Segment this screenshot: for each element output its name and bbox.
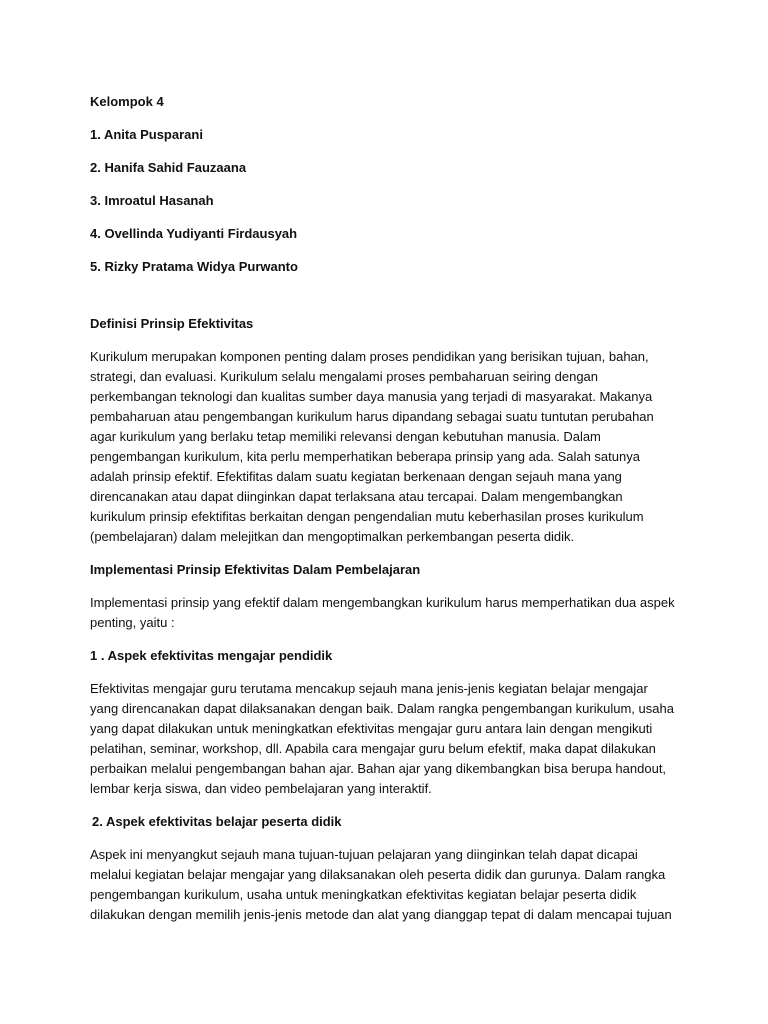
member-item: 1. Anita Pusparani: [90, 127, 203, 142]
definisi-heading: Definisi Prinsip Efektivitas: [90, 316, 254, 331]
aspek1-heading: 1 . Aspek efektivitas mengajar pendidik: [90, 648, 333, 663]
aspek2-heading: 2. Aspek efektivitas belajar peserta didik: [92, 814, 342, 829]
group-title: Kelompok 4: [90, 94, 164, 109]
aspek2-paragraph: Aspek ini menyangkut sejauh mana tujuan-tujuan pelajaran yang diinginkan telah dapat dicapai melalui kegiatan belajar mengajar yang dilaksanakan oleh peserta didik dan gurunya. Dalam rangka pengembangan kurikulum, usaha untuk meningkatkan efektivitas kegiatan belajar peserta didik dilakukan dengan memilih jenis-jenis metode dan alat yang dianggap tepat di dalam mencapai tujuan: [90, 847, 672, 922]
implementasi-paragraph: Implementasi prinsip yang efektif dalam mengembangkan kurikulum harus memperhatikan dua aspek penting, yaitu :: [90, 595, 675, 630]
document-body: [90, 92, 675, 938]
aspek1-paragraph: Efektivitas mengajar guru terutama mencakup sejauh mana jenis-jenis kegiatan belajar mengajar yang direncanakan dapat dilaksanakan dengan baik. Dalam rangka pengembangan kurikulum, usaha yang dapat dilakukan untuk meningkatkan efektivitas mengajar guru antara lain dengan mengikuti pelatihan, seminar, workshop, dll. Apabila cara mengajar guru belum efektif, maka dapat dilakukan perbaikan melalui pengembangan bahan ajar. Bahan ajar yang dikembangkan bisa berupa handout, lembar kerja siswa, dan video pembelajaran yang interaktif.: [90, 681, 674, 796]
implementasi-heading: Implementasi Prinsip Efektivitas Dalam Pembelajaran: [90, 562, 421, 577]
definisi-paragraph: Kurikulum merupakan komponen penting dalam proses pendidikan yang berisikan tujuan, bahan, strategi, dan evaluasi. Kurikulum selalu mengalami proses pembaharuan seiring dengan perkembangan teknologi dan kualitas sumber daya manusia yang terjadi di masyarakat. Makanya pembaharuan atau pengembangan kurikulum harus dipandang sebagai suatu tuntutan perubahan agar kurikulum yang berlaku tetap memiliki relevansi dengan kebutuhan manusia. Dalam pengembangan kurikulum, kita perlu memperhatikan beberapa prinsip yang ada. Salah satunya adalah prinsip efektif. Efektifitas dalam suatu kegiatan berkenaan dengan sejauh mana yang direncanakan atau dapat diinginkan dapat terlaksana atau tercapai. Dalam mengembangkan kurikulum prinsip efektifitas berkaitan dengan pengendalian mutu keberhasilan proses kurikulum (pembelajaran) dalam melejitkan dan mengoptimalkan perkembangan peserta didik.: [90, 349, 654, 544]
member-item: 2. Hanifa Sahid Fauzaana: [90, 160, 247, 175]
member-item: 5. Rizky Pratama Widya Purwanto: [90, 259, 298, 274]
member-item: 4. Ovellinda Yudiyanti Firdausyah: [90, 226, 298, 241]
member-item: 3. Imroatul Hasanah: [90, 193, 214, 208]
